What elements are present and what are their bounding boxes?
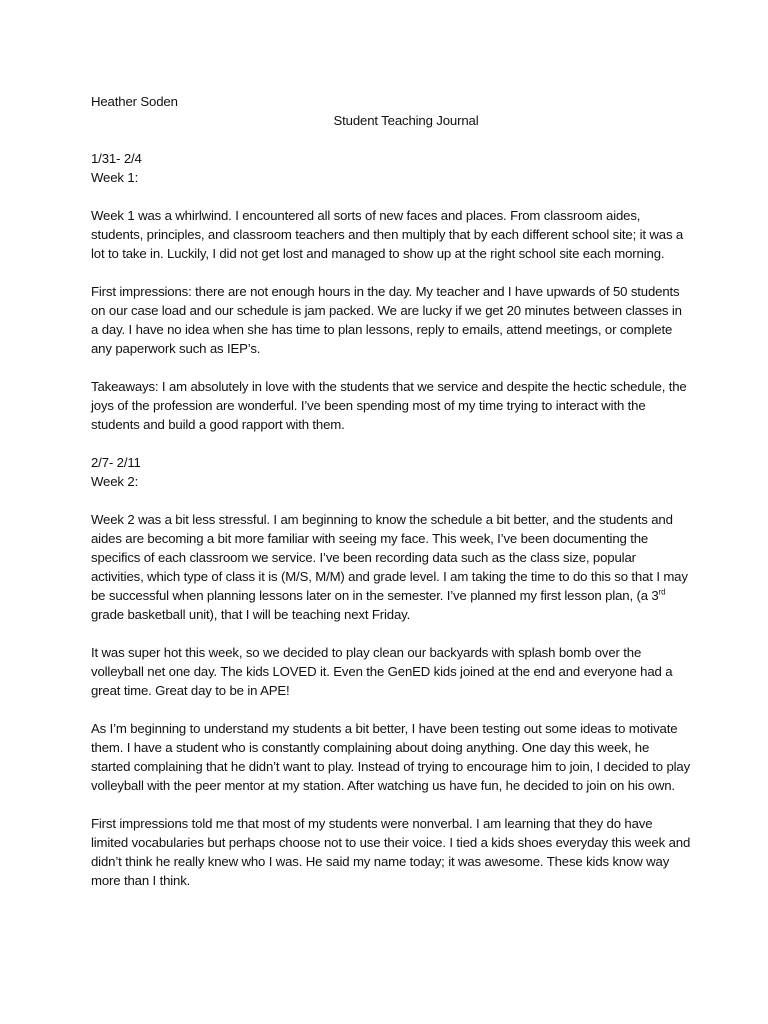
document-title: Student Teaching Journal (333, 113, 479, 128)
spacer (91, 130, 691, 149)
week-1-paragraph: First impressions: there are not enough hours in the day. My teacher and I have upwards of 50 students on our case load and our schedule is jam packed. We are lucky if we get 20 minutes between classes in a day. I have no idea when she has time to plan lessons, reply to emails, attend meetings, or complete any paperwork such as IEP’s. (91, 284, 682, 356)
week-2-paragraph-text: Week 2 was a bit less stressful. I am beginning to know the schedule a bit better, and the students and aides are becoming a bit more familiar with seeing my face. This week, I’ve been documenting the specifics of each classroom we service. I’ve been recording data such as the class size, popular activities, which type of class it is (M/S, M/M) and grade level. I am taking the time to do this so that I may be successful when planning lessons later on in the semester. I’ve planned my first lesson plan, (a 3 (91, 512, 688, 603)
week-1-header (91, 149, 691, 187)
week-2-label: Week 2: (91, 474, 139, 489)
week-2-paragraph: It was super hot this week, so we decided to play clean our backyards with splash bomb over the volleyball net one day. The kids LOVED it. Even the GenED kids joined at the end and everyone had a great time. Great day to be in APE! (91, 645, 673, 698)
week-2-paragraph (91, 510, 691, 624)
week-2-header (91, 453, 691, 491)
week-2-paragraph: First impressions told me that most of my students were nonverbal. I am learning that they do have limited vocabularies but perhaps choose not to use their voice. I tied a kids shoes everyday this week and didn’t think he really knew who I was. He said my name today; it was awesome. These kids know way more than I think. (91, 816, 691, 888)
ordinal-suffix: rd (658, 587, 666, 597)
week-2-paragraph: As I’m beginning to understand my students a bit better, I have been testing out some ideas to motivate them. I have a student who is constantly complaining about doing anything. One day this week, he started complaining that he didn’t want to play. Instead of trying to encourage him to join, I decided to play volleyball with the peer mentor at my station. After watching us have fun, he decided to join on his own. (91, 721, 691, 793)
week-2-dates: 2/7- 2/11 (91, 455, 141, 470)
author-name: Heather Soden (91, 94, 178, 109)
week-1-paragraph: Week 1 was a whirlwind. I encountered all sorts of new faces and places. From classroom aides, students, principles, and classroom teachers and then multiply that by each different school site; it was a lot to take in. Luckily, I did not get lost and managed to show up at the right school site each morning. (91, 208, 684, 261)
week-2-paragraph-text: grade basketball unit), that I will be teaching next Friday. (91, 607, 411, 622)
journal-page (91, 92, 691, 909)
week-1-paragraph: Takeaways: I am absolutely in love with the students that we service and despite the hectic schedule, the joys of the profession are wonderful. I’ve been spending most of my time trying to interact with the students and build a good rapport with them. (91, 379, 687, 432)
week-1-dates: 1/31- 2/4 (91, 151, 142, 166)
week-1-label: Week 1: (91, 170, 139, 185)
